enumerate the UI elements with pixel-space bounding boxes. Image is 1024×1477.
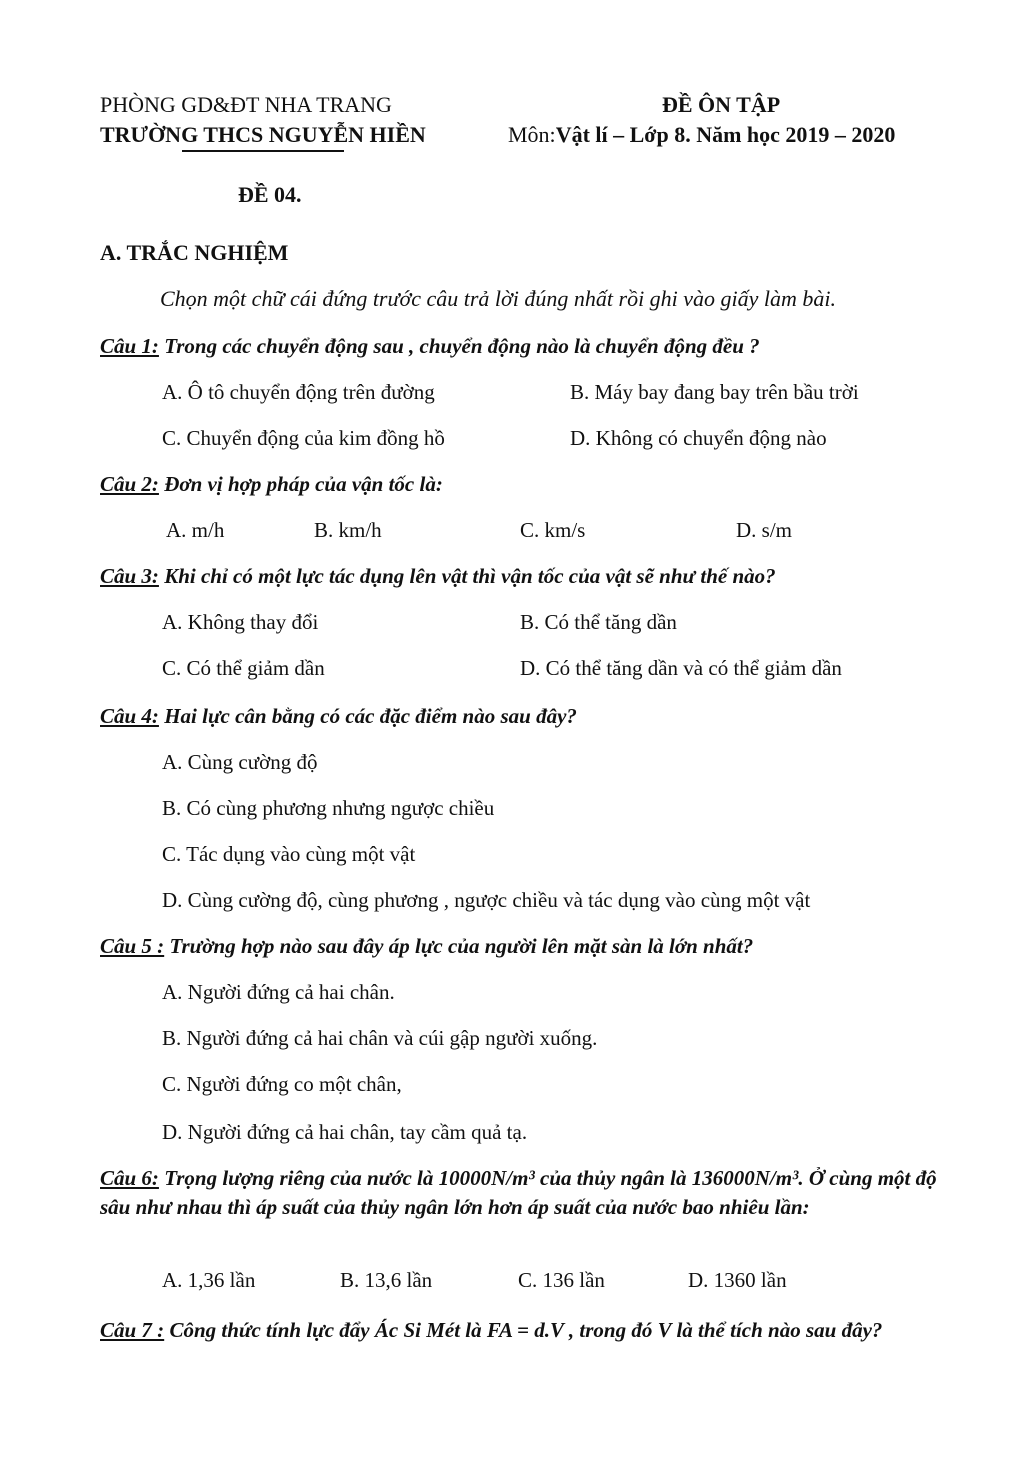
question-text: Trong các chuyển động sau , chuyển động nào là chuyển động đều ? [158, 334, 760, 358]
question-text: Hai lực cân bằng có các đặc điểm nào sau đây? [158, 704, 577, 728]
section-a-instruction: Chọn một chữ cái đứng trước câu trả lời đúng nhất rồi ghi vào giấy làm bài. [160, 286, 837, 311]
question-text: Trường hợp nào sau đây áp lực của người lên mặt sàn là lớn nhất? [164, 934, 754, 958]
q3-option-b: B. Có thể tăng dần [520, 610, 677, 634]
question-text: Công thức tính lực đẩy Ác Si Mét là FA = d.V , trong đó V là thể tích nào sau đây? [164, 1318, 883, 1342]
q2-option-d: D. s/m [736, 518, 793, 542]
department-name: PHÒNG GD&ĐT NHA TRANG [100, 92, 392, 117]
q4-option-b: B. Có cùng phương nhưng ngược chiều [162, 796, 495, 820]
q4-option-d: D. Cùng cường độ, cùng phương , ngược chiều và tác dụng vào cùng một vật [162, 888, 811, 912]
q3-option-a: A. Không thay đổi [162, 610, 319, 634]
document-title: ĐỀ ÔN TẬP [662, 92, 781, 117]
q5-option-d: D. Người đứng cả hai chân, tay cầm quả tạ. [162, 1120, 528, 1144]
subject-prefix: Môn: [508, 122, 556, 147]
q2-option-a: A. m/h [166, 518, 225, 542]
q1-option-a: A. Ô tô chuyển động trên đường [162, 380, 435, 404]
question-label: Câu 5 : [100, 934, 165, 958]
q6-option-a: A. 1,36 lần [162, 1268, 256, 1292]
subject-line [508, 122, 895, 148]
question-3 [100, 564, 776, 589]
question-4 [100, 704, 577, 729]
school-name: TRƯỜNG THCS NGUYỄN HIỀN [100, 122, 426, 147]
section-a-title: A. TRẮC NGHIỆM [100, 240, 289, 265]
question-7 [100, 1316, 960, 1345]
q1-option-d: D. Không có chuyển động nào [570, 426, 827, 450]
q5-option-b: B. Người đứng cả hai chân và cúi gập người xuống. [162, 1026, 598, 1050]
q6-option-d: D. 1360 lần [688, 1268, 787, 1292]
question-2 [100, 472, 443, 497]
q4-option-c: C. Tác dụng vào cùng một vật [162, 842, 416, 866]
question-text: Đơn vị hợp pháp của vận tốc là: [158, 472, 443, 496]
question-label: Câu 1: [100, 334, 159, 358]
question-text: Khi chỉ có một lực tác dụng lên vật thì vận tốc của vật sẽ như thế nào? [158, 564, 776, 588]
subject-text: Vật lí – Lớp 8. Năm học 2019 – 2020 [555, 122, 896, 147]
question-label: Câu 7 : [100, 1318, 165, 1342]
q2-option-c: C. km/s [520, 518, 586, 542]
q5-option-a: A. Người đứng cả hai chân. [162, 980, 395, 1004]
q6-option-b: B. 13,6 lần [340, 1268, 433, 1292]
q1-option-c: C. Chuyển động của kim đồng hồ [162, 426, 445, 450]
q1-option-b: B. Máy bay đang bay trên bầu trời [570, 380, 859, 404]
question-1 [100, 334, 760, 359]
question-5 [100, 934, 753, 959]
q2-option-b: B. km/h [314, 518, 382, 542]
question-label: Câu 4: [100, 704, 159, 728]
question-label: Câu 6: [100, 1166, 159, 1190]
question-6 [100, 1164, 960, 1222]
question-label: Câu 3: [100, 564, 159, 588]
q3-option-d: D. Có thể tăng dần và có thể giảm dần [520, 656, 842, 680]
q5-option-c: C. Người đứng co một chân, [162, 1072, 402, 1096]
q3-option-c: C. Có thể giảm dần [162, 656, 325, 680]
question-label: Câu 2: [100, 472, 159, 496]
q4-option-a: A. Cùng cường độ [162, 750, 318, 774]
q6-option-c: C. 136 lần [518, 1268, 605, 1292]
question-text: Trọng lượng riêng của nước là 10000N/m³ của thủy ngân là 136000N/m³. Ở cùng một độ sâu như nhau thì áp suất của thủy ngân lớn hơn áp suất của nước bao nhiêu lần: [100, 1166, 937, 1219]
exam-code: ĐỀ 04. [238, 182, 302, 207]
school-underline [182, 150, 344, 152]
